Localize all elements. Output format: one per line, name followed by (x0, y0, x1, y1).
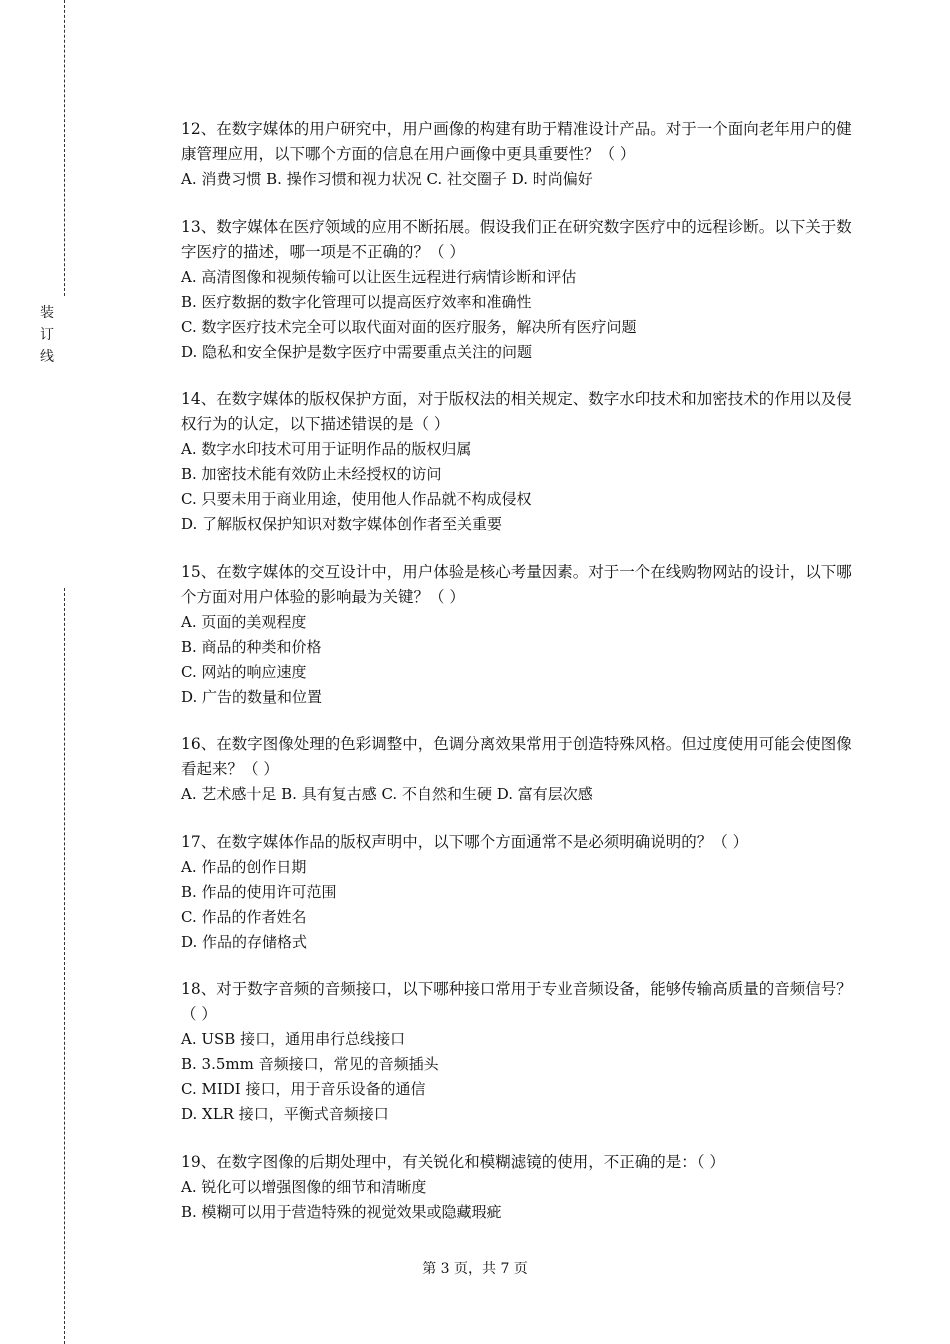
question-12 (181, 117, 861, 192)
binding-char: 线 (40, 349, 54, 365)
question-options: A. 艺术感十足 B. 具有复古感 C. 不自然和生硬 D. 富有层次感 (181, 785, 593, 803)
option-c: C. 网站的响应速度 (181, 662, 307, 681)
question-options: A. 消费习惯 B. 操作习惯和视力状况 C. 社交圈子 D. 时尚偏好 (181, 170, 593, 188)
option-a: A. 作品的创作日期 (181, 857, 307, 876)
binding-label (36, 302, 58, 368)
question-stem: 14、在数字媒体的版权保护方面，对于版权法的相关规定、数字水印技术和加密技术的作用以及侵权行为的认定，以下描述错误的是（ ） (181, 390, 852, 433)
option-d: D. 了解版权保护知识对数字媒体创作者至关重要 (181, 515, 503, 533)
question-stem: 15、在数字媒体的交互设计中，用户体验是核心考量因素。对于一个在线购物网站的设计，以下哪个方面对用户体验的影响最为关键？（ ） (181, 562, 852, 606)
binding-char: 装 (40, 305, 54, 321)
option-a: A. 锐化可以增强图像的细节和清晰度 (181, 1177, 427, 1196)
option-d: D. XLR 接口，平衡式音频接口 (181, 1105, 389, 1123)
question-19 (181, 1150, 861, 1225)
option-a: A. USB 接口，通用串行总线接口 (181, 1030, 406, 1048)
option-c: C. MIDI 接口，用于音乐设备的通信 (181, 1080, 426, 1098)
page-footer: 第 3 页，共 7 页 (422, 1261, 528, 1277)
question-15 (181, 560, 861, 710)
question-stem: 12、在数字媒体的用户研究中，用户画像的构建有助于精准设计产品。对于一个面向老年用户的健康管理应用，以下哪个方面的信息在用户画像中更具重要性？（ ） (181, 120, 852, 163)
option-c: C. 作品的作者姓名 (181, 907, 307, 926)
option-b: B. 医疗数据的数字化管理可以提高医疗效率和准确性 (181, 292, 532, 311)
question-16 (181, 732, 861, 807)
option-b: B. 加密技术能有效防止未经授权的访问 (181, 465, 442, 483)
question-stem: 19、在数字图像的后期处理中，有关锐化和模糊滤镜的使用，不正确的是：（ ） (181, 1152, 725, 1171)
option-b: B. 模糊可以用于营造特殊的视觉效果或隐藏瑕疵 (181, 1202, 502, 1221)
question-17 (181, 830, 861, 955)
binding-line-bottom (64, 588, 65, 1344)
option-d: D. 作品的存储格式 (181, 932, 308, 951)
binding-char: 订 (40, 327, 54, 343)
binding-line-top (64, 0, 65, 296)
question-stem: 18、对于数字音频的音频接口，以下哪种接口常用于专业音频设备，能够传输高质量的音频信号？（ ） (181, 980, 852, 1023)
question-list (181, 117, 861, 1247)
option-b: B. 3.5mm 音频接口，常见的音频插头 (181, 1055, 439, 1073)
option-b: B. 商品的种类和价格 (181, 637, 322, 656)
question-13 (181, 215, 861, 365)
option-d: D. 隐私和安全保护是数字医疗中需要重点关注的问题 (181, 342, 533, 361)
option-a: A. 高清图像和视频传输可以让医生远程进行病情诊断和评估 (181, 267, 577, 286)
option-a: A. 数字水印技术可用于证明作品的版权归属 (181, 440, 472, 458)
option-a: A. 页面的美观程度 (181, 612, 307, 631)
question-stem: 16、在数字图像处理的色彩调整中，色调分离效果常用于创造特殊风格。但过度使用可能会使图像看起来？（ ） (181, 735, 852, 778)
question-stem: 17、在数字媒体作品的版权声明中，以下哪个方面通常不是必须明确说明的？（ ） (181, 832, 749, 851)
question-18 (181, 977, 861, 1127)
option-d: D. 广告的数量和位置 (181, 687, 323, 706)
option-c: C. 只要未用于商业用途，使用他人作品就不构成侵权 (181, 490, 532, 508)
question-stem: 13、数字媒体在医疗领域的应用不断拓展。假设我们正在研究数字医疗中的远程诊断。以下关于数字医疗的描述，哪一项是不正确的？（ ） (181, 217, 852, 261)
option-c: C. 数字医疗技术完全可以取代面对面的医疗服务，解决所有医疗问题 (181, 317, 637, 336)
option-b: B. 作品的使用许可范围 (181, 882, 337, 901)
question-14 (181, 387, 861, 537)
